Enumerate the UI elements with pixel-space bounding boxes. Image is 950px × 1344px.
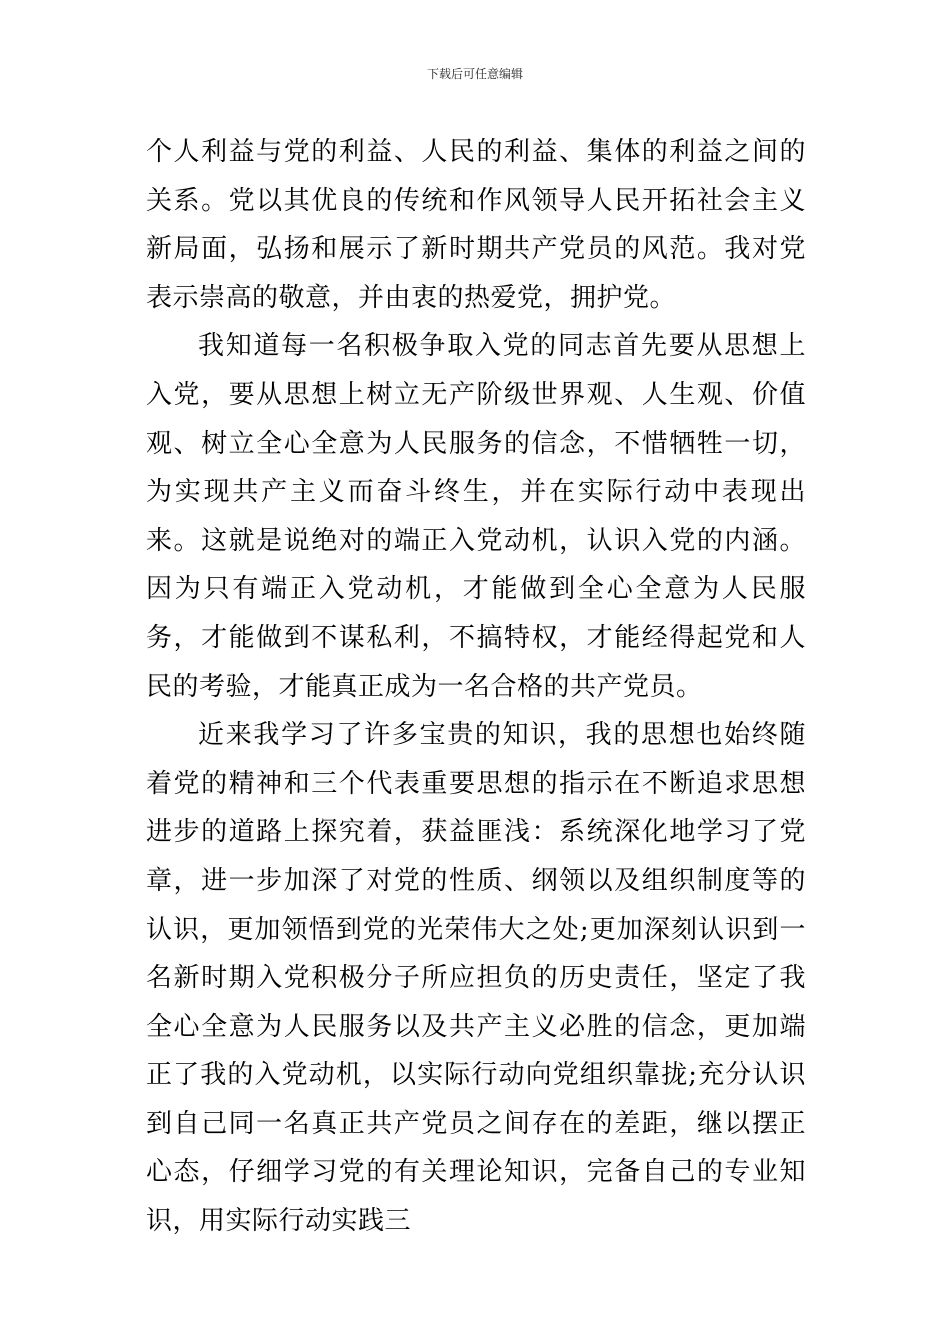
page-header-note: 下载后可任意编辑 bbox=[426, 67, 523, 81]
paragraph-3: 近来我学习了许多宝贵的知识，我的思想也始终随着党的精神和三个代表重要思想的指示在不断追求思想进步的道路上探究着，获益匪浅：系统深化地学习了党章，进一步加深了对党的性质、纲领以及组织制度等的认识，更加领悟到党的光荣伟大之处;更加深刻认识到一名新时期入党积极分子所应担负的历史责任，坚定了我全心全意为人民服务以及共产主义必胜的信念，更加端正了我的入党动机，以实际行动向党组织靠拢;充分认识到自己同一名真正共产党员之间存在的差距，继以摆正心态，仔细学习党的有关理论知识，完备自己的专业知识，用实际行动实践三 bbox=[146, 720, 806, 1237]
paragraph-1: 个人利益与党的利益、人民的利益、集体的利益之间的关系。党以其优良的传统和作风领导人民开拓社会主义新局面，弘扬和展示了新时期共产党员的风范。我对党表示崇高的敬意，并由衷的热爱党，拥护党。 bbox=[146, 137, 806, 313]
document-body bbox=[146, 128, 806, 1246]
paragraph-2: 我知道每一名积极争取入党的同志首先要从思想上入党，要从思想上树立无产阶级世界观、人生观、价值观、树立全心全意为人民服务的信念，不惜牺牲一切，为实现共产主义而奋斗终生，并在实际行动中表现出来。这就是说绝对的端正入党动机，认识入党的内涵。因为只有端正入党动机，才能做到全心全意为人民服务，才能做到不谋私利，不搞特权，才能经得起党和人民的考验，才能真正成为一名合格的共产党员。 bbox=[146, 331, 806, 702]
